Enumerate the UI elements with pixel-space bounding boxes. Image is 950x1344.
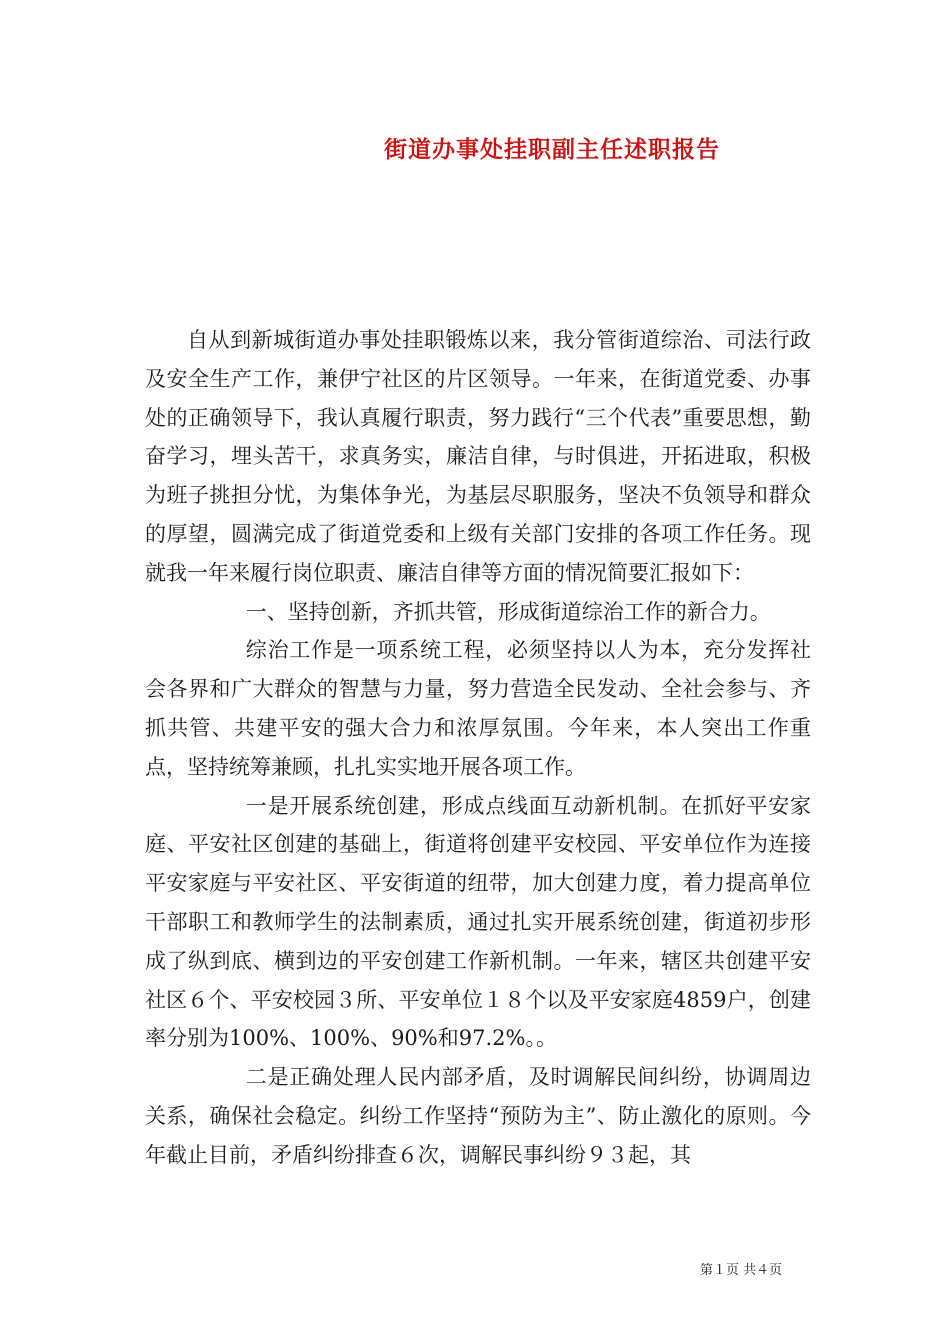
paragraph-section-1-overview: 综治工作是一项系统工程，必须坚持以人为本，充分发挥社会各界和广大群众的智慧与力量，努力营造全民发动、全社会参与、齐抓共管、共建平安的强大合力和浓厚氛围。今年来，本人突出工作重点，坚持统筹兼顾，扎扎实实地开展各项工作。 xyxy=(145,638,811,779)
paragraph-point-2: 二是正确处理人民内部矛盾，及时调解民间纠纷，协调周边关系，确保社会稳定。纠纷工作坚持“预防为主”、防止激化的原则。今年截止目前，矛盾纠纷排查６次，调解民事纠纷９３起，其 xyxy=(145,1065,811,1167)
paragraph-point-1: 一是开展系统创建，形成点线面互动新机制。在抓好平安家庭、平安社区创建的基础上，街道将创建平安校园、平安单位作为连接平安家庭与平安社区、平安街道的纽带，加大创建力度，着力提高单位干部职工和教师学生的法制素质，通过扎实开展系统创建，街道初步形成了纵到底、横到边的平安创建工作新机制。一年来，辖区共创建平安社区６个、平安校园３所、平安单位１８个以及平安家庭4859户，创建率分别为100%、100%、90%和97.2%。。 xyxy=(145,793,811,1051)
page-number-footer: 第１页 共４页 xyxy=(700,1263,783,1278)
section-heading-1: 一、坚持创新，齐抓共管，形成街道综治工作的新合力。 xyxy=(245,599,771,624)
document-title: 街道办事处挂职副主任述职报告 xyxy=(384,136,720,163)
document-body xyxy=(145,321,811,1175)
paragraph-intro: 自从到新城街道办事处挂职锻炼以来，我分管街道综治、司法行政及安全生产工作，兼伊宁社区的片区领导。一年来，在街道党委、办事处的正确领导下，我认真履行职责，努力践行“三个代表”重要思想，勤奋学习，埋头苦干，求真务实，廉洁自律，与时俱进，开拓进取，积极为班子挑担分忧，为集体争光，为基层尽职服务，坚决不负领导和群众的厚望，圆满完成了街道党委和上级有关部门安排的各项工作任务。现就我一年来履行岗位职责、廉洁自律等方面的情况简要汇报如下： xyxy=(145,328,811,585)
